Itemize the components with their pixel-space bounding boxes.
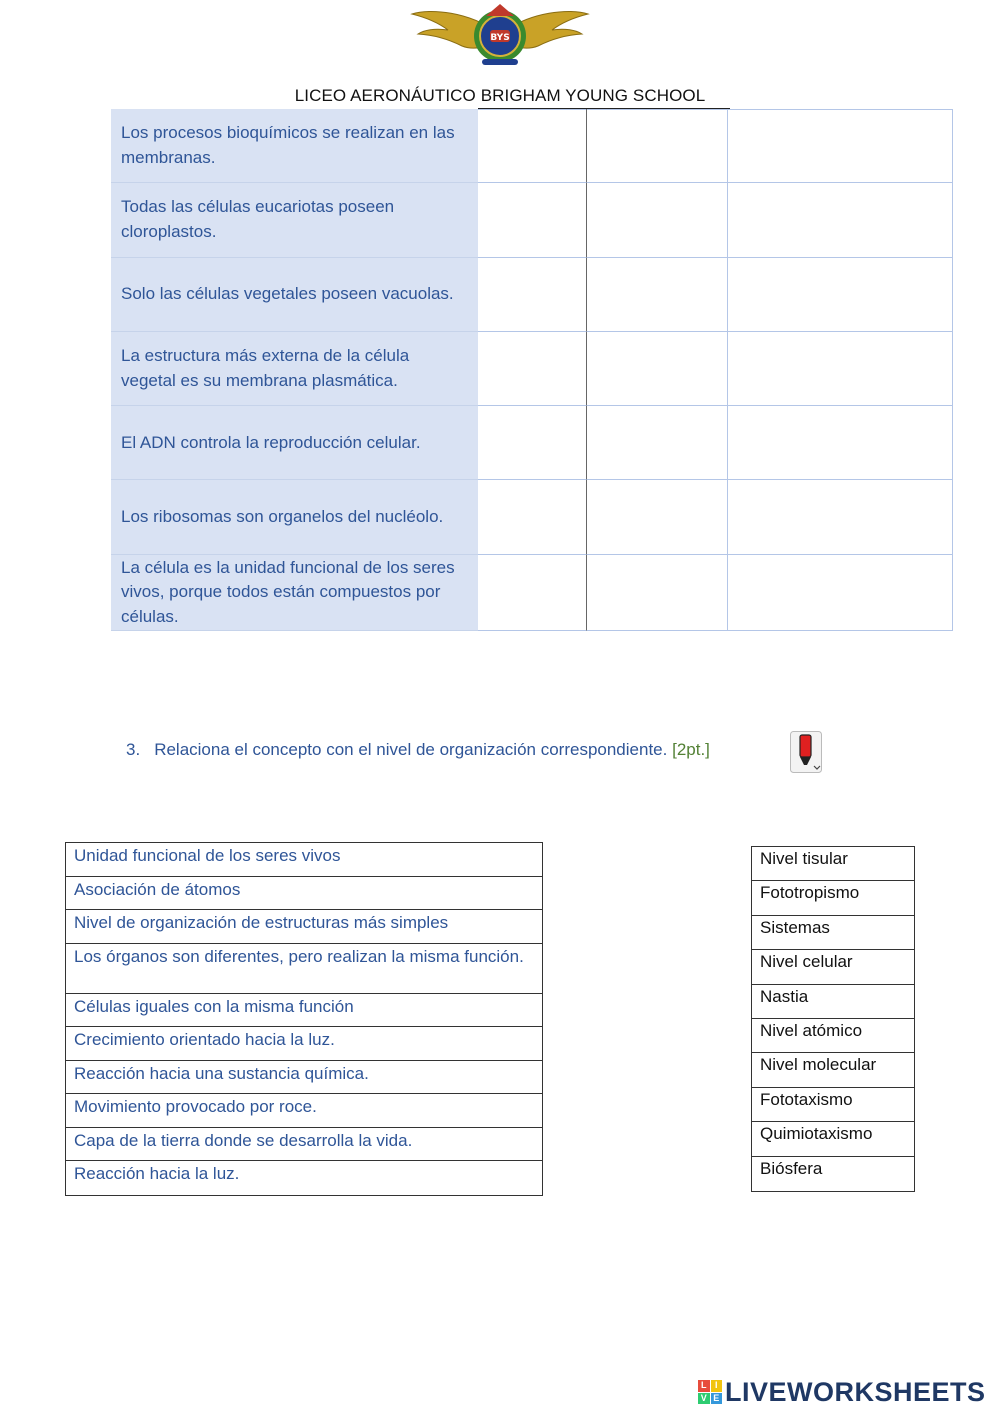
concept-item[interactable]: Células iguales con la misma función: [66, 994, 542, 1028]
concepts-table: [65, 842, 543, 1196]
concept-item[interactable]: Nivel de organización de estructuras más simples: [66, 910, 542, 944]
answer-cell[interactable]: [587, 258, 728, 332]
table-row: [111, 183, 953, 257]
level-item[interactable]: Nastia: [752, 985, 914, 1019]
concept-item[interactable]: Unidad funcional de los seres vivos: [66, 843, 542, 877]
levels-table: [751, 846, 915, 1192]
level-item[interactable]: Quimiotaxismo: [752, 1122, 914, 1156]
question-text: Relaciona el concepto con el nivel de organización correspondiente.: [154, 740, 668, 759]
justification-cell[interactable]: [728, 258, 953, 332]
statement-cell: Solo las células vegetales poseen vacuolas.: [111, 258, 478, 332]
statement-cell: El ADN controla la reproducción celular.: [111, 406, 478, 480]
justification-cell[interactable]: [728, 555, 953, 631]
answer-cell[interactable]: [587, 480, 728, 554]
answer-cell[interactable]: [587, 406, 728, 480]
level-item[interactable]: Nivel molecular: [752, 1053, 914, 1087]
svg-text:BYS: BYS: [490, 33, 510, 43]
marker-pen-icon[interactable]: [790, 731, 822, 773]
statement-cell: La célula es la unidad funcional de los seres vivos, porque todos están compuestos por células.: [111, 555, 478, 631]
answer-cell[interactable]: [478, 406, 587, 480]
answer-cell[interactable]: [478, 258, 587, 332]
table-row: [111, 332, 953, 406]
liveworksheets-logo: [698, 1377, 986, 1407]
answer-cell[interactable]: [478, 555, 587, 631]
answer-cell[interactable]: [478, 332, 587, 406]
concept-item[interactable]: Movimiento provocado por roce.: [66, 1094, 542, 1128]
level-item[interactable]: Biósfera: [760, 1158, 823, 1178]
level-item[interactable]: Nivel celular: [752, 950, 914, 984]
answer-cell[interactable]: [587, 332, 728, 406]
logo-letter: E: [711, 1393, 723, 1405]
table-row: [111, 258, 953, 332]
statement-cell: Todas las células eucariotas poseen cloroplastos.: [111, 183, 478, 257]
level-item[interactable]: Sistemas: [752, 916, 914, 950]
logo-letter: V: [698, 1393, 710, 1405]
answer-cell[interactable]: [587, 183, 728, 257]
justification-cell[interactable]: [728, 406, 953, 480]
liveworksheets-logo-icon: [698, 1380, 722, 1404]
true-false-table: [111, 109, 953, 631]
justification-cell[interactable]: [728, 109, 953, 183]
table-row: [111, 555, 953, 631]
level-item[interactable]: Fototropismo: [752, 881, 914, 915]
concept-item[interactable]: Asociación de átomos: [66, 877, 542, 911]
question-number: 3.: [126, 740, 141, 759]
justification-cell[interactable]: [728, 183, 953, 257]
concept-item[interactable]: Crecimiento orientado hacia la luz.: [66, 1027, 542, 1061]
concept-item[interactable]: Reacción hacia la luz.: [74, 1164, 240, 1183]
answer-cell[interactable]: [478, 109, 587, 183]
answer-cell[interactable]: [587, 555, 728, 631]
level-item[interactable]: Fototaxismo: [752, 1088, 914, 1122]
logo-letter: I: [711, 1380, 723, 1392]
statement-cell: La estructura más externa de la célula vegetal es su membrana plasmática.: [111, 332, 478, 406]
answer-cell[interactable]: [587, 109, 728, 183]
table-row: [111, 480, 953, 554]
school-crest-icon: [410, 2, 590, 68]
table-row: [111, 109, 953, 183]
statement-cell: Los ribosomas son organelos del nucléolo.: [111, 480, 478, 554]
statement-cell: Los procesos bioquímicos se realizan en las membranas.: [111, 109, 478, 183]
question-3: [126, 740, 710, 760]
level-item[interactable]: Nivel tisular: [752, 847, 914, 881]
school-name: LICEO AERONÁUTICO BRIGHAM YOUNG SCHOOL: [294, 86, 706, 105]
table-row: [111, 406, 953, 480]
concept-item[interactable]: Los órganos son diferentes, pero realizan la misma función.: [66, 944, 542, 994]
justification-cell[interactable]: [728, 480, 953, 554]
question-points: [2pt.]: [672, 740, 710, 759]
brand-name: LIVEWORKSHEETS: [725, 1376, 986, 1407]
level-item[interactable]: Nivel atómico: [752, 1019, 914, 1053]
logo-letter: L: [698, 1380, 710, 1392]
concept-item[interactable]: Reacción hacia una sustancia química.: [66, 1061, 542, 1095]
answer-cell[interactable]: [478, 480, 587, 554]
answer-cell[interactable]: [478, 183, 587, 257]
justification-cell[interactable]: [728, 332, 953, 406]
concept-item[interactable]: Capa de la tierra donde se desarrolla la vida.: [66, 1128, 542, 1162]
